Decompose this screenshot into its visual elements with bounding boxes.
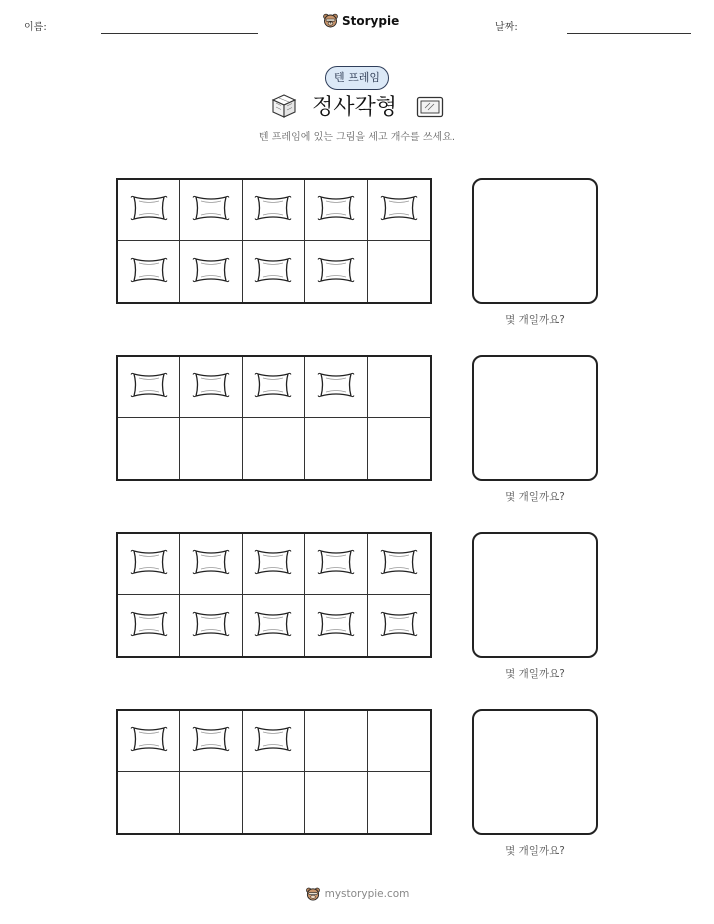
frame-cell xyxy=(368,534,430,595)
frame-cell xyxy=(368,711,430,772)
frame-cell xyxy=(305,241,367,302)
topic-badge: 텐 프레임 xyxy=(325,66,389,90)
frame-cell xyxy=(368,595,430,656)
frame-cell xyxy=(180,595,242,656)
pillow-icon xyxy=(316,547,356,581)
brand-logo xyxy=(322,12,399,29)
bear-mascot-icon xyxy=(322,12,339,29)
frame-cell xyxy=(368,180,430,241)
answer-box[interactable] xyxy=(472,178,598,304)
answer-box[interactable] xyxy=(472,532,598,658)
tablet-icon xyxy=(416,96,444,118)
frame-cell xyxy=(305,180,367,241)
pillow-icon xyxy=(253,255,293,289)
frame-cell xyxy=(118,711,180,772)
footer xyxy=(0,886,714,902)
pillow-icon xyxy=(253,724,293,758)
frame-cell xyxy=(243,357,305,418)
instructions: 텐 프레임에 있는 그림을 세고 개수를 쓰세요. xyxy=(258,132,456,143)
pillow-icon xyxy=(191,724,231,758)
pillow-icon xyxy=(316,193,356,227)
pillow-icon xyxy=(253,370,293,404)
pillow-icon xyxy=(379,547,419,581)
frame-cell xyxy=(180,534,242,595)
pillow-icon xyxy=(191,547,231,581)
frame-cell xyxy=(243,180,305,241)
pillow-icon xyxy=(379,193,419,227)
frame-cell xyxy=(180,418,242,479)
pillow-icon xyxy=(316,255,356,289)
frame-cell xyxy=(368,772,430,833)
cube-icon xyxy=(270,93,298,119)
ten-frame xyxy=(116,178,432,304)
frame-cell xyxy=(243,418,305,479)
frame-cell xyxy=(118,357,180,418)
frame-cell xyxy=(118,534,180,595)
frame-cell xyxy=(118,595,180,656)
frame-cell xyxy=(368,418,430,479)
pillow-icon xyxy=(253,193,293,227)
pillow-icon xyxy=(191,370,231,404)
question-text: 몇 개일까요? xyxy=(505,668,565,680)
question-text: 몇 개일까요? xyxy=(505,491,565,503)
pillow-icon xyxy=(129,724,169,758)
date-label: 날짜: xyxy=(495,22,518,33)
name-label: 이름: xyxy=(24,22,47,33)
pillow-icon xyxy=(129,193,169,227)
frame-cell xyxy=(305,534,367,595)
frame-cell xyxy=(118,418,180,479)
frame-cell xyxy=(243,241,305,302)
pillow-icon xyxy=(129,547,169,581)
footer-site: mystorypie.com xyxy=(324,888,410,900)
answer-box[interactable] xyxy=(472,709,598,835)
pillow-icon xyxy=(191,193,231,227)
name-line[interactable] xyxy=(101,33,258,34)
answer-box[interactable] xyxy=(472,355,598,481)
frame-cell xyxy=(305,711,367,772)
frame-cell xyxy=(118,180,180,241)
pillow-icon xyxy=(129,609,169,643)
frame-cell xyxy=(243,711,305,772)
date-line[interactable] xyxy=(567,33,691,34)
brand-name: Storypie xyxy=(342,13,400,28)
frame-cell xyxy=(368,241,430,302)
pillow-icon xyxy=(379,609,419,643)
frame-cell xyxy=(305,357,367,418)
pillow-icon xyxy=(253,609,293,643)
frame-cell xyxy=(305,418,367,479)
ten-frame xyxy=(116,355,432,481)
pillow-icon xyxy=(191,609,231,643)
pillow-icon xyxy=(316,609,356,643)
ten-frame xyxy=(116,532,432,658)
page-title: 정사각형 xyxy=(312,95,398,120)
frame-cell xyxy=(180,711,242,772)
pillow-icon xyxy=(253,547,293,581)
frame-cell xyxy=(118,772,180,833)
frame-cell xyxy=(305,772,367,833)
frame-cell xyxy=(243,534,305,595)
frame-cell xyxy=(180,357,242,418)
frame-cell xyxy=(180,772,242,833)
question-text: 몇 개일까요? xyxy=(505,314,565,326)
frame-cell xyxy=(118,241,180,302)
frame-cell xyxy=(180,180,242,241)
frame-cell xyxy=(243,595,305,656)
pillow-icon xyxy=(316,370,356,404)
question-text: 몇 개일까요? xyxy=(505,845,565,857)
frame-cell xyxy=(180,241,242,302)
pillow-icon xyxy=(191,255,231,289)
frame-cell xyxy=(368,357,430,418)
bear-mascot-icon xyxy=(305,886,321,902)
frame-cell xyxy=(305,595,367,656)
frame-cell xyxy=(243,772,305,833)
pillow-icon xyxy=(129,255,169,289)
ten-frame xyxy=(116,709,432,835)
pillow-icon xyxy=(129,370,169,404)
